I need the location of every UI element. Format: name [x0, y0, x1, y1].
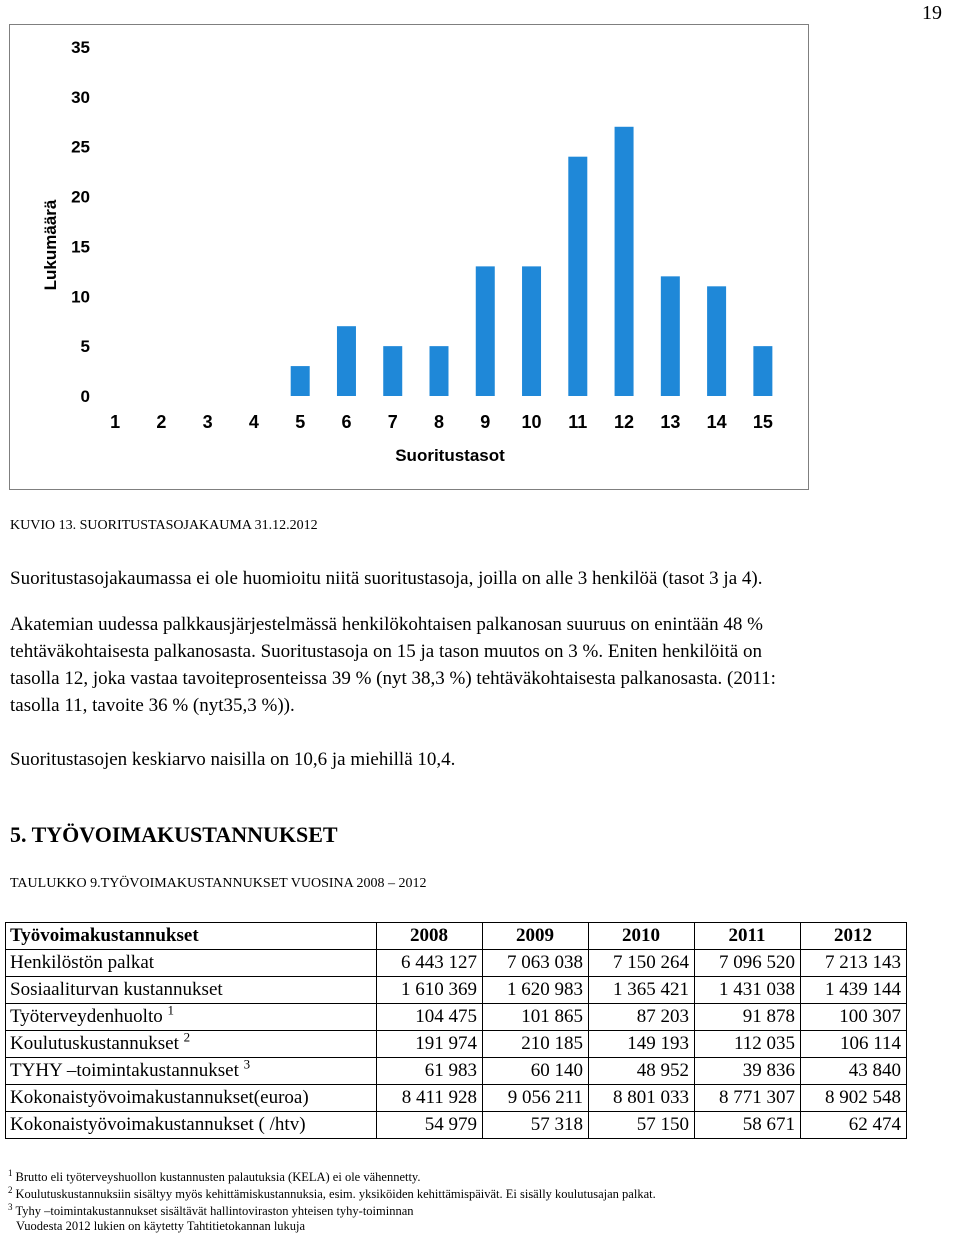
table-header-row: [6, 923, 907, 950]
y-tick-label: 10: [71, 287, 90, 307]
footnote-2: [8, 1185, 656, 1202]
y-tick-label: 30: [71, 87, 90, 107]
y-tick-label: 20: [71, 187, 90, 207]
x-tick-label: 8: [433, 412, 445, 432]
table-cell: 7 096 520: [695, 950, 801, 977]
footnote-3: [8, 1202, 414, 1219]
table-row: [6, 1004, 907, 1031]
x-tick-label: 6: [341, 412, 352, 432]
table-cell: 8 801 033: [589, 1085, 695, 1112]
paragraph-2-line-1: Akatemian uudessa palkkausjärjestelmässä henkilökohtaisen palkanosan suuruus on enintään 48 %: [10, 614, 763, 635]
bar-level-6: [337, 326, 356, 396]
y-axis-ticks: [71, 38, 90, 406]
row-label: [6, 1112, 377, 1139]
footnote-text: Brutto eli työterveyshuollon kustannusten palautuksia (KELA) ei ole vähennetty.: [15, 1170, 421, 1185]
bar-level-10: [522, 266, 541, 396]
x-tick-label: 4: [248, 412, 259, 432]
paragraph-1: Suoritustasojakaumassa ei ole huomioitu niitä suoritustasoja, joilla on alle 3 henkilöä (tasot 3 ja 4).: [10, 568, 763, 589]
row-footnote-ref: 3: [243, 1056, 251, 1072]
header-cell-2011: 2011: [695, 923, 801, 950]
y-tick-label: 5: [80, 337, 90, 357]
table-cell: 43 840: [801, 1058, 907, 1085]
row-footnote-ref: 2: [183, 1029, 191, 1045]
footnote-text: Vuodesta 2012 lukien on käytetty Tahtitietokannan lukuja: [16, 1219, 306, 1233]
x-tick-label: 3: [202, 412, 213, 432]
row-label: [6, 1031, 377, 1058]
table-row: [6, 1085, 907, 1112]
x-tick-label: 14: [706, 412, 727, 432]
table-row: [6, 950, 907, 977]
row-label-text: Koulutuskustannukset: [10, 1033, 179, 1054]
table-cell: 54 979: [377, 1112, 483, 1139]
table-cell: 7 213 143: [801, 950, 907, 977]
table-cell: 100 307: [801, 1004, 907, 1031]
x-axis-label: Suoritustasot: [395, 446, 505, 465]
figure-caption: KUVIO 13. SUORITUSTASOJAKAUMA 31.12.2012: [10, 518, 318, 533]
table-row: [6, 1112, 907, 1139]
table-title: TAULUKKO 9.TYÖVOIMAKUSTANNUKSET VUOSINA 2008 – 2012: [10, 876, 427, 891]
header-cell-2012: 2012: [801, 923, 907, 950]
bar-level-15: [753, 346, 772, 396]
row-label: [6, 950, 377, 977]
x-tick-label: 12: [614, 412, 635, 432]
table-row: [6, 1058, 907, 1085]
x-tick-label: 15: [752, 412, 773, 432]
header-cell-2008: 2008: [377, 923, 483, 950]
x-tick-label: 10: [521, 412, 542, 432]
x-tick-label: 1: [110, 412, 121, 432]
row-label-text: Henkilöstön palkat: [10, 952, 155, 973]
paragraph-2-line-4: tasolla 11, tavoite 36 % (nyt35,3 %)).: [10, 695, 295, 716]
footnote-number: 2: [8, 1185, 13, 1195]
row-label: [6, 1004, 377, 1031]
table-cell: 60 140: [483, 1058, 589, 1085]
header-cell-2010: 2010: [589, 923, 695, 950]
x-tick-label: 5: [295, 412, 306, 432]
table-cell: 87 203: [589, 1004, 695, 1031]
bar-level-5: [291, 366, 310, 396]
section-heading: 5. TYÖVOIMAKUSTANNUKSET: [10, 822, 338, 847]
paragraph-2-line-2: tehtäväkohtaisesta palkanosasta. Suoritustasoja on 15 ja tason muutos on 3 %. Eniten henkilöitä on: [10, 641, 762, 662]
x-tick-label: 11: [568, 412, 588, 432]
page-number: 19: [922, 2, 942, 24]
x-tick-label: 7: [387, 412, 398, 432]
bar-level-13: [661, 276, 680, 396]
table-cell: 48 952: [589, 1058, 695, 1085]
footnote-note: [16, 1219, 305, 1234]
row-footnote-ref: 1: [167, 1002, 174, 1018]
x-axis-ticks: [110, 412, 773, 432]
x-tick-label: 9: [480, 412, 491, 432]
bar-level-8: [430, 346, 449, 396]
table-cell: 7 063 038: [483, 950, 589, 977]
header-cell-label: Työvoimakustannukset: [6, 923, 377, 950]
table-cell: 101 865: [483, 1004, 589, 1031]
paragraph-3: Suoritustasojen keskiarvo naisilla on 10,6 ja miehillä 10,4.: [10, 749, 456, 770]
bar-chart: [9, 24, 809, 490]
table-cell: 149 193: [589, 1031, 695, 1058]
table-row: [6, 1031, 907, 1058]
y-tick-label: 25: [71, 137, 90, 157]
table-cell: 39 836: [695, 1058, 801, 1085]
row-label-text: TYHY –toimintakustannukset: [10, 1060, 239, 1081]
row-label-text: Kokonaistyövoimakustannukset ( /htv): [10, 1114, 306, 1135]
table-cell: 62 474: [801, 1112, 907, 1139]
row-label: [6, 1058, 377, 1085]
table-cell: 9 056 211: [483, 1085, 589, 1112]
y-axis-label: Lukumäärä: [41, 199, 60, 291]
paragraph-2-line-3: tasolla 12, joka vastaa tavoiteprosenteissa 39 % (nyt 38,3 %) tehtäväkohtaisesta palkanosasta. (2011:: [10, 668, 776, 689]
table-cell: 1 431 038: [695, 977, 801, 1004]
table-cell: 6 443 127: [377, 950, 483, 977]
x-tick-label: 13: [660, 412, 681, 432]
y-tick-label: 35: [71, 38, 90, 57]
bar-level-7: [383, 346, 402, 396]
table-row: [6, 977, 907, 1004]
bar-level-9: [476, 266, 495, 396]
labor-cost-table: [5, 922, 907, 1139]
table-cell: 91 878: [695, 1004, 801, 1031]
table-cell: 57 150: [589, 1112, 695, 1139]
footnote-1: [8, 1168, 421, 1185]
table-cell: 1 610 369: [377, 977, 483, 1004]
table-cell: 7 150 264: [589, 950, 695, 977]
chart-svg: [10, 25, 808, 489]
footnote-text: Tyhy –toimintakustannukset sisältävät hallintoviraston yhteisen tyhy-toiminnan: [15, 1204, 414, 1219]
y-tick-label: 0: [80, 387, 90, 406]
bars: [291, 127, 773, 396]
table-cell: 210 185: [483, 1031, 589, 1058]
table-cell: 8 411 928: [377, 1085, 483, 1112]
row-label-text: Kokonaistyövoimakustannukset(euroa): [10, 1087, 309, 1108]
row-label-text: Työterveydenhuolto: [10, 1006, 163, 1027]
table-cell: 1 365 421: [589, 977, 695, 1004]
table-cell: 112 035: [695, 1031, 801, 1058]
table-cell: 106 114: [801, 1031, 907, 1058]
table-cell: 191 974: [377, 1031, 483, 1058]
x-tick-label: 2: [156, 412, 167, 432]
bar-level-14: [707, 286, 726, 396]
table-cell: 1 439 144: [801, 977, 907, 1004]
y-tick-label: 15: [71, 237, 90, 257]
table-cell: 1 620 983: [483, 977, 589, 1004]
header-cell-2009: 2009: [483, 923, 589, 950]
bar-level-11: [568, 157, 587, 396]
table-cell: 57 318: [483, 1112, 589, 1139]
table-cell: 104 475: [377, 1004, 483, 1031]
table-cell: 58 671: [695, 1112, 801, 1139]
table-cell: 8 902 548: [801, 1085, 907, 1112]
bar-level-12: [615, 127, 634, 396]
row-label: [6, 1085, 377, 1112]
table-cell: 61 983: [377, 1058, 483, 1085]
row-label: [6, 977, 377, 1004]
row-label-text: Sosiaaliturvan kustannukset: [10, 979, 223, 1000]
footnote-text: Koulutuskustannuksiin sisältyy myös kehittämiskustannuksia, esim. yksiköiden kehittämispäivät. Ei sisälly koulutusajan palkat.: [15, 1187, 656, 1202]
footnote-number: 1: [8, 1168, 13, 1178]
table-cell: 8 771 307: [695, 1085, 801, 1112]
footnote-number: 3: [8, 1202, 13, 1212]
